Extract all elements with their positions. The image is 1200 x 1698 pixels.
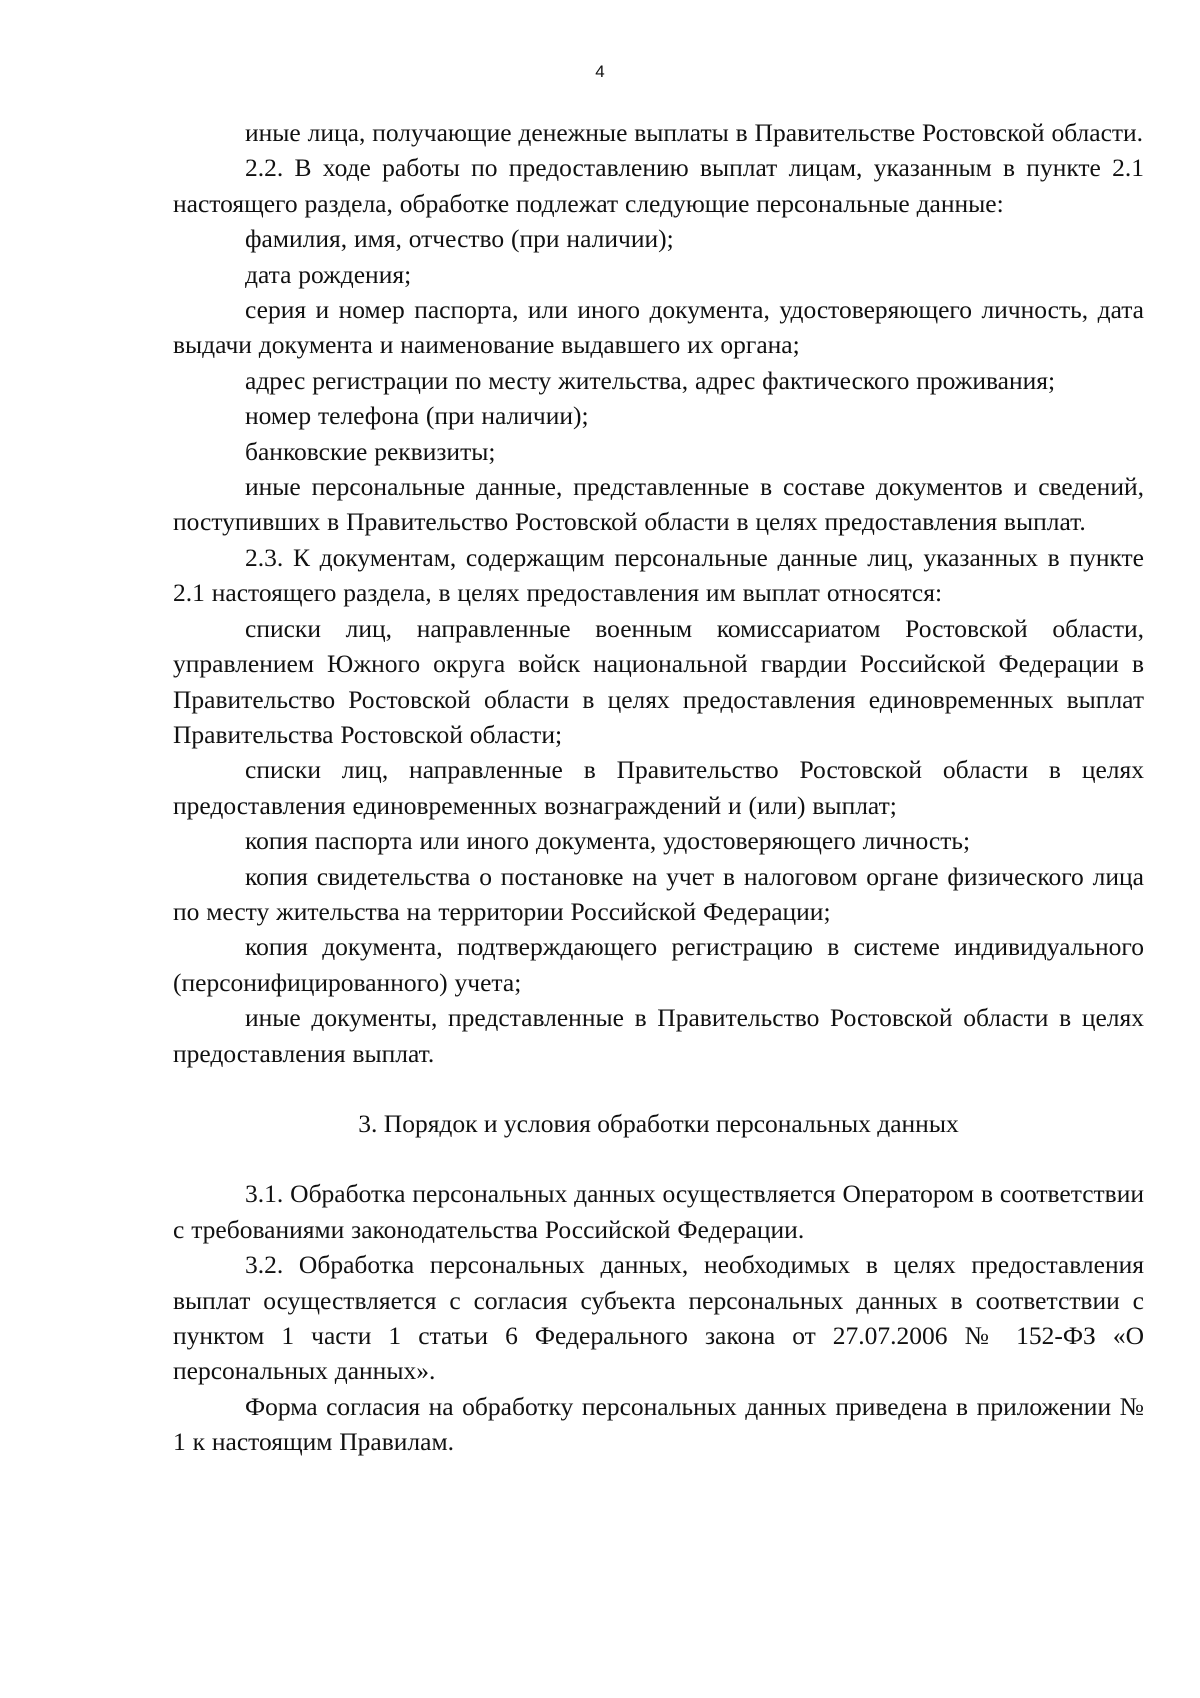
page-number: 4: [595, 62, 605, 81]
paragraph-3-2: 3.2. Обработка персональных данных, необходимых в целях предоставления выплат осуществляется с согласия субъекта персональных данных в соответствии с пунктом 1 части 1 статьи 6 Федерального закона от 27.07.2006 № 152-ФЗ «О персональных данных».: [173, 1250, 1144, 1386]
list-item-tax-certificate: копия свидетельства о постановке на учет в налоговом органе физического лица по месту жительства на территории Российской Федерации;: [173, 861, 1144, 926]
list-item-military-lists: списки лиц, направленные военным комиссариатом Ростовской области, управлением Южного округа войск национальной гвардии Российской Федерации в Правительство Ростовской области в целях предоставления единовременных выплат Правительства Ростовской области;: [173, 613, 1144, 749]
section-heading: 3. Порядок и условия обработки персональных данных: [358, 1108, 959, 1138]
paragraph-3-1: 3.1. Обработка персональных данных осуществляется Оператором в соответствии с требованиями законодательства Российской Федерации.: [173, 1179, 1144, 1244]
list-item-other-data: иные персональные данные, представленные в составе документов и сведений, поступивших в Правительство Ростовской области в целях предоставления выплат.: [173, 472, 1144, 537]
list-item-registration-document: копия документа, подтверждающего регистрацию в системе индивидуального (персонифицированного) учета;: [173, 932, 1144, 997]
list-item-passport: серия и номер паспорта, или иного документа, удостоверяющего личность, дата выдачи документа и наименование выдавшего их органа;: [173, 295, 1144, 360]
list-item-bank-details: банковские реквизиты;: [245, 436, 496, 466]
document-body: [173, 115, 1144, 1460]
list-item-birth-date: дата рождения;: [245, 259, 412, 289]
list-item-address: адрес регистрации по месту жительства, адрес фактического проживания;: [245, 365, 1056, 395]
paragraph-2-2: 2.2. В ходе работы по предоставлению выплат лицам, указанным в пункте 2.1 настоящего раздела, обработке подлежат следующие персональные данные:: [173, 153, 1144, 218]
paragraph-2-3: 2.3. К документам, содержащим персональные данные лиц, указанных в пункте 2.1 настоящего раздела, в целях предоставления им выплат относятся:: [173, 542, 1144, 608]
list-item-full-name: фамилия, имя, отчество (при наличии);: [245, 224, 674, 254]
list-item-passport-copy: копия паспорта или иного документа, удостоверяющего личность;: [245, 826, 971, 856]
list-item-reward-lists: списки лиц, направленные в Правительство Ростовской области в целях предоставления единовременных вознаграждений и (или) выплат;: [173, 755, 1144, 820]
list-item-other-documents: иные документы, представленные в Правительство Ростовской области в целях предоставления выплат.: [173, 1003, 1144, 1068]
paragraph-consent-form: Форма согласия на обработку персональных данных приведена в приложении № 1 к настоящим Правилам.: [173, 1391, 1144, 1457]
paragraph-other-persons: иные лица, получающие денежные выплаты в Правительстве Ростовской области.: [245, 118, 1144, 147]
list-item-phone: номер телефона (при наличии);: [245, 401, 589, 431]
